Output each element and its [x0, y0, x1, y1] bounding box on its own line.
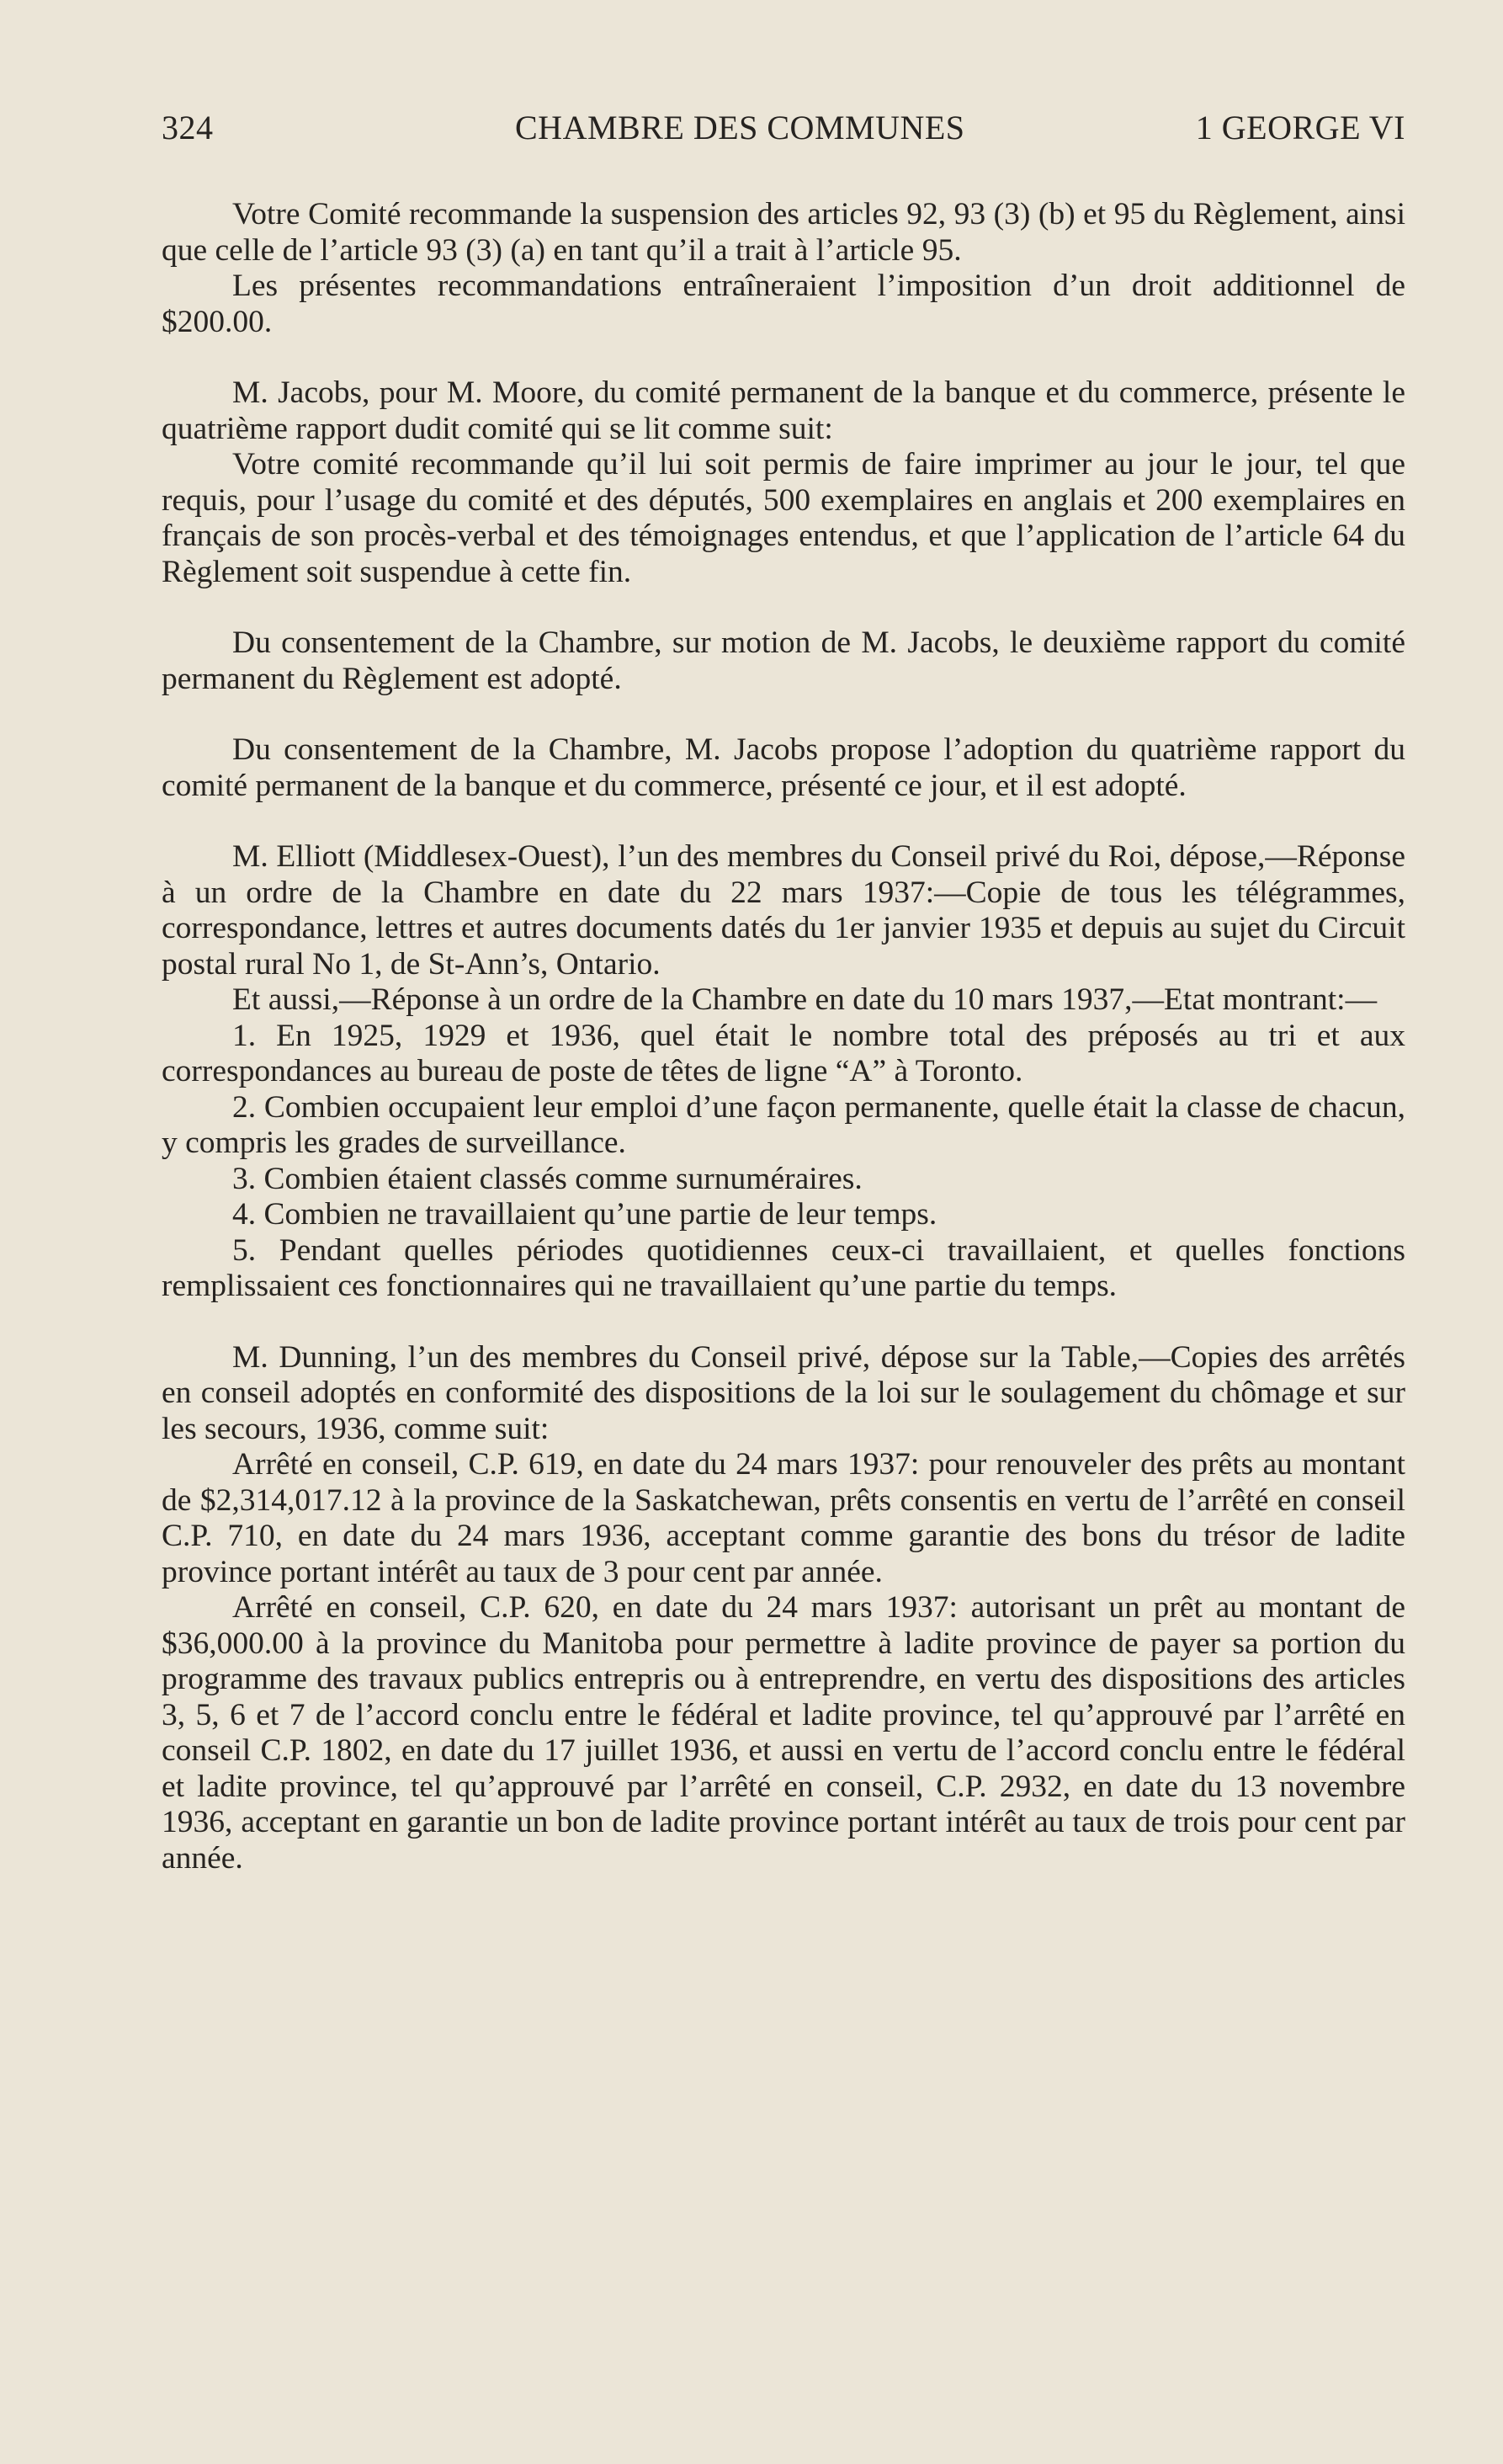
statement-paragraph: Et aussi,—Réponse à un ordre de la Chambre en date du 10 mars 1937,—Etat montrant:—: [232, 982, 1378, 1017]
dunning-tabling-paragraph: M. Dunning, l’un des membres du Conseil privé, dépose sur la Table,—Copies des arrêtés en conseil adoptés en conformité des dispositions de la loi sur le soulagement du chômage et sur les secours, 1936, comme suit:: [162, 1339, 1405, 1446]
header-title: CHAMBRE DES COMMUNES: [515, 109, 965, 146]
page-body: [162, 197, 1405, 1876]
fourth-report-adopted-paragraph: Du consentement de la Chambre, M. Jacobs propose l’adoption du quatrième rapport du comité permanent de la banque et du commerce, présenté ce jour, et il est adopté.: [162, 732, 1405, 803]
list-item: 2. Combien occupaient leur emploi d’une façon permanente, quelle était la classe de chacun, y compris les grades de surveillance.: [162, 1089, 1405, 1160]
second-report-adopted-paragraph: Du consentement de la Chambre, sur motion de M. Jacobs, le deuxième rapport du comité permanent du Règlement est adopté.: [162, 625, 1405, 696]
fourth-report-paragraph: M. Jacobs, pour M. Moore, du comité permanent de la banque et du commerce, présente le quatrième rapport dudit comité qui se lit comme suit:: [162, 375, 1405, 446]
order-in-council-620-paragraph: Arrêté en conseil, C.P. 620, en date du 24 mars 1937: autorisant un prêt au montant de $36,000.00 à la province du Manitoba pour permettre à ladite province de payer sa portion du programme des travaux publics entrepris ou à entreprendre, en vertu des dispositions des articles 3, 5, 6 et 7 de l’accord conclu entre le fédéral et ladite province, tel qu’approuvé par l’arrêté en conseil C.P. 1802, en date du 17 juillet 1936, et aussi en vertu de l’accord conclu entre le fédéral et ladite province, tel qu’approuvé par l’arrêté en conseil, C.P. 2932, en date du 13 novembre 1936, acceptant en garantie un bon de ladite province portant intérêt au taux de trois pour cent par année.: [162, 1590, 1405, 1876]
printing-recommendation-paragraph: Votre comité recommande qu’il lui soit permis de faire imprimer au jour le jour, tel que requis, pour l’usage du comité et des députés, 500 exemplaires en anglais et 200 exemplaires en français de son procès-verbal et des témoignages entendus, et que l’application de l’article 64 du Règlement soit suspendue à cette fin.: [162, 447, 1405, 589]
page-number: 324: [162, 109, 214, 146]
header-reign: 1 GEORGE VI: [1195, 109, 1405, 146]
additional-fee-paragraph: Les présentes recommandations entraîneraient l’imposition d’un droit additionnel de $200.00.: [162, 269, 1405, 339]
list-item: 3. Combien étaient classés comme surnuméraires.: [232, 1161, 863, 1196]
list-item: 5. Pendant quelles périodes quotidiennes ceux-ci travaillaient, et quelles fonctions remplissaient ces fonctionnaires qui ne travaillaient qu’une partie du temps.: [162, 1232, 1405, 1303]
running-header: [162, 108, 1405, 158]
committee-recommendation-paragraph: Votre Comité recommande la suspension des articles 92, 93 (3) (b) et 95 du Règlement, ainsi que celle de l’article 93 (3) (a) en tant qu’il a trait à l’article 95.: [162, 197, 1405, 268]
list-item: 1. En 1925, 1929 et 1936, quel était le nombre total des préposés au tri et aux correspondances au bureau de poste de têtes de ligne “A” à Toronto.: [162, 1018, 1405, 1088]
elliott-return-paragraph: M. Elliott (Middlesex-Ouest), l’un des membres du Conseil privé du Roi, dépose,—Réponse à un ordre de la Chambre en date du 22 mars 1937:—Copie de tous les télégrammes, correspondance, lettres et autres documents datés du 1er janvier 1935 et depuis au sujet du Circuit postal rural No 1, de St-Ann’s, Ontario.: [162, 839, 1405, 982]
order-in-council-619-paragraph: Arrêté en conseil, C.P. 619, en date du 24 mars 1937: pour renouveler des prêts au montant de $2,314,017.12 à la province de la Saskatchewan, prêts consentis en vertu de l’arrêté en conseil C.P. 710, en date du 24 mars 1936, acceptant comme garantie des bons du trésor de ladite province portant intérêt au taux de 3 pour cent par année.: [162, 1447, 1405, 1589]
list-item: 4. Combien ne travaillaient qu’une partie de leur temps.: [232, 1197, 937, 1232]
